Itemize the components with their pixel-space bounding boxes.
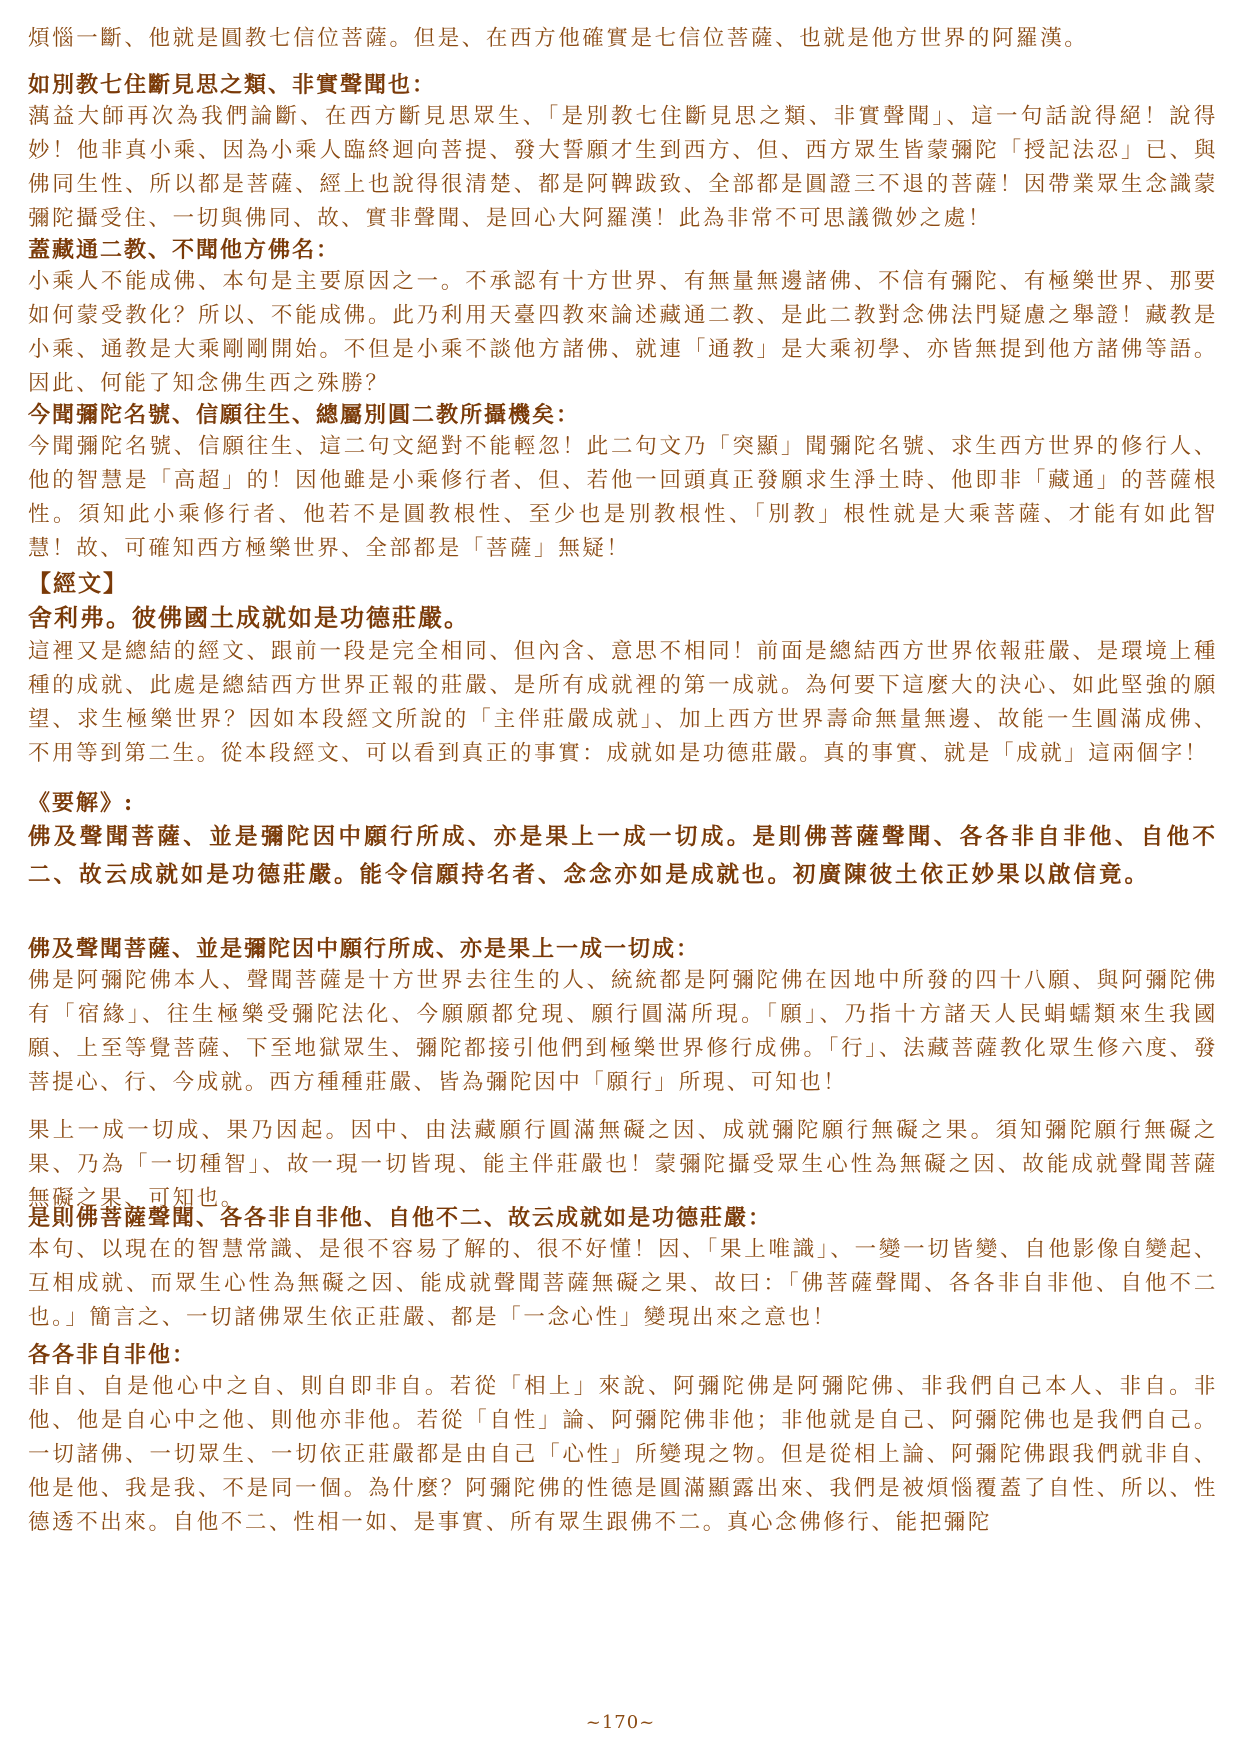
jingwen-commentary: 這裡又是總結的經文、跟前一段是完全相同、但內含、意思不相同！前面是總結西方世界依報莊嚴、是環境上種種的成就、此處是總結西方世界正報的莊嚴、是所有成就裡的第一成就。為何要下這麼大的決心、如此堅強的願望、求生極樂世界？因如本段經文所說的「主伴莊嚴成就」、加上西方世界壽命無量無邊、故能一生圓滿成佛、不用等到第二生。從本段經文、可以看到真正的事實：成就如是功德莊嚴。真的事實、就是「成就」這兩個字！ — [28, 639, 1218, 766]
section-body: 蕅益大師再次為我們論斷、在西方斷見思眾生、「是別教七住斷見思之類、非實聲聞」、這一句話說得絕！說得妙！他非真小乘、因為小乘人臨終迴向菩提、發大誓願才生到西方、但、西方眾生皆蒙彌陀「授記法忍」已、與佛同生性、所以都是菩薩、經上也說得很清楚、都是阿鞞跋致、全部都是圓證三不退的菩薩！因帶業眾生念識蒙彌陀攝受住、一切與佛同、故、實非聲聞、是回心大阿羅漢！此為非常不可思議微妙之處！ — [28, 104, 1218, 231]
section-mituo-name — [28, 400, 1218, 566]
section-zang-tong — [28, 235, 1218, 401]
section-jingwen — [28, 567, 1218, 771]
section-body: 小乘人不能成佛、本句是主要原因之一。不承認有十方世界、有無量無邊諸佛、不信有彌陀、有極樂世界、那要如何蒙受教化？所以、不能成佛。此乃利用天臺四教來論述藏通二教、是此二教對念佛法門疑慮之舉證！藏教是小乘、通教是大乘剛剛開始。不但是小乘不談他方諸佛、就連「通教」是大乘初學、亦皆無提到他方諸佛等語。因此、何能了知念佛生西之殊勝？ — [28, 269, 1218, 396]
section-heading: 佛及聲聞菩薩、並是彌陀因中願行所成、亦是果上一成一切成： — [28, 936, 701, 962]
intro-text: 煩惱一斷、他就是圓教七信位菩薩。但是、在西方他確實是七信位菩薩、也就是他方世界的阿羅漢。 — [28, 26, 1089, 51]
section-yinzhong-yuanxing — [28, 934, 1218, 1216]
section-heading: 各各非自非他： — [28, 1342, 197, 1368]
section-heading: 今聞彌陀名號、信願往生、總屬別圓二教所攝機矣： — [28, 402, 581, 428]
section-body: 本句、以現在的智慧常識、是很不容易了解的、很不好懂！因、「果上唯識」、一變一切皆變、自他影像自變起、互相成就、而眾生心性為無礙之因、能成就聲聞菩薩無礙之果、故曰：「佛菩薩聲聞、各各非自非他、自他不二也。」簡言之、一切諸佛眾生依正莊嚴、都是「一念心性」變現出來之意也！ — [28, 1237, 1218, 1330]
yaojie-label: 《要解》: — [28, 790, 135, 816]
section-zita-buer — [28, 1203, 1218, 1335]
intro-paragraph — [28, 22, 1218, 56]
sutra-text: 舍利弗。彼佛國土成就如是功德莊嚴。 — [28, 603, 470, 632]
section-heading: 蓋藏通二教、不聞他方佛名： — [28, 237, 341, 263]
section-heading: 如別教七住斷見思之類、非實聲聞也： — [28, 72, 437, 98]
section-body-2: 果上一成一切成、果乃因起。因中、由法藏願行圓滿無礙之因、成就彌陀願行無礙之果。須知彌陀願行無礙之果、乃為「一切種智」、故一現一切皆現、能主伴莊嚴也！蒙彌陀攝受眾生心性為無礙之因、故能成就聲聞菩薩無礙之果、可知也。 — [28, 1118, 1218, 1211]
section-body: 佛是阿彌陀佛本人、聲聞菩薩是十方世界去往生的人、統統都是阿彌陀佛在因地中所發的四十八願、與阿彌陀佛有「宿緣」、往生極樂受彌陀法化、今願願都兌現、願行圓滿所現。「願」、乃指十方諸天人民蜎蠕類來生我國願、上至等覺菩薩、下至地獄眾生、彌陀都接引他們到極樂世界修行成佛。「行」、法藏菩薩教化眾生修六度、發菩提心、行、今成就。西方種種莊嚴、皆為彌陀因中「願行」所現、可知也！ — [28, 968, 1218, 1095]
section-body: 今聞彌陀名號、信願往生、這二句文絕對不能輕忽！此二句文乃「突顯」聞彌陀名號、求生西方世界的修行人、他的智慧是「高超」的！因他雖是小乘修行者、但、若他一回頭真正發願求生淨土時、他即非「藏通」的菩薩根性。須知此小乘修行者、他若不是圓教根性、至少也是別教根性、「別教」根性就是大乘菩薩、才能有如此智慧！故、可確知西方極樂世界、全部都是「菩薩」無疑！ — [28, 434, 1218, 561]
section-body: 非自、自是他心中之自、則自即非自。若從「相上」來說、阿彌陀佛是阿彌陀佛、非我們自己本人、非自。非他、他是自心中之他、則他亦非他。若從「自性」論、阿彌陀佛非他；非他就是自己、阿彌陀佛也是我們自己。一切諸佛、一切眾生、一切依正莊嚴都是由自己「心性」所變現之物。但是從相上論、阿彌陀佛跟我們就非自、他是他、我是我、不是同一個。為什麼？阿彌陀佛的性德是圓滿顯露出來、我們是被煩惱覆蓋了自性、所以、性德透不出來。自他不二、性相一如、是事實、所有眾生跟佛不二。真心念佛修行、能把彌陀 — [28, 1374, 1218, 1535]
section-bie-jiao — [28, 70, 1218, 236]
section-heading: 是則佛菩薩聲聞、各各非自非他、自他不二、故云成就如是功德莊嚴： — [28, 1205, 773, 1231]
section-yaojie — [28, 788, 1218, 894]
jingwen-label: 【經文】 — [28, 570, 128, 597]
section-feizi-feita — [28, 1340, 1218, 1540]
yaojie-text: 佛及聲聞菩薩、並是彌陀因中願行所成、亦是果上一成一切成。是則佛菩薩聲聞、各各非自非他、自他不二、故云成就如是功德莊嚴。能令信願持名者、念念亦如是成就也。初廣陳彼土依正妙果以啟信竟。 — [28, 824, 1218, 888]
page-number: ~170~ — [585, 1712, 656, 1733]
